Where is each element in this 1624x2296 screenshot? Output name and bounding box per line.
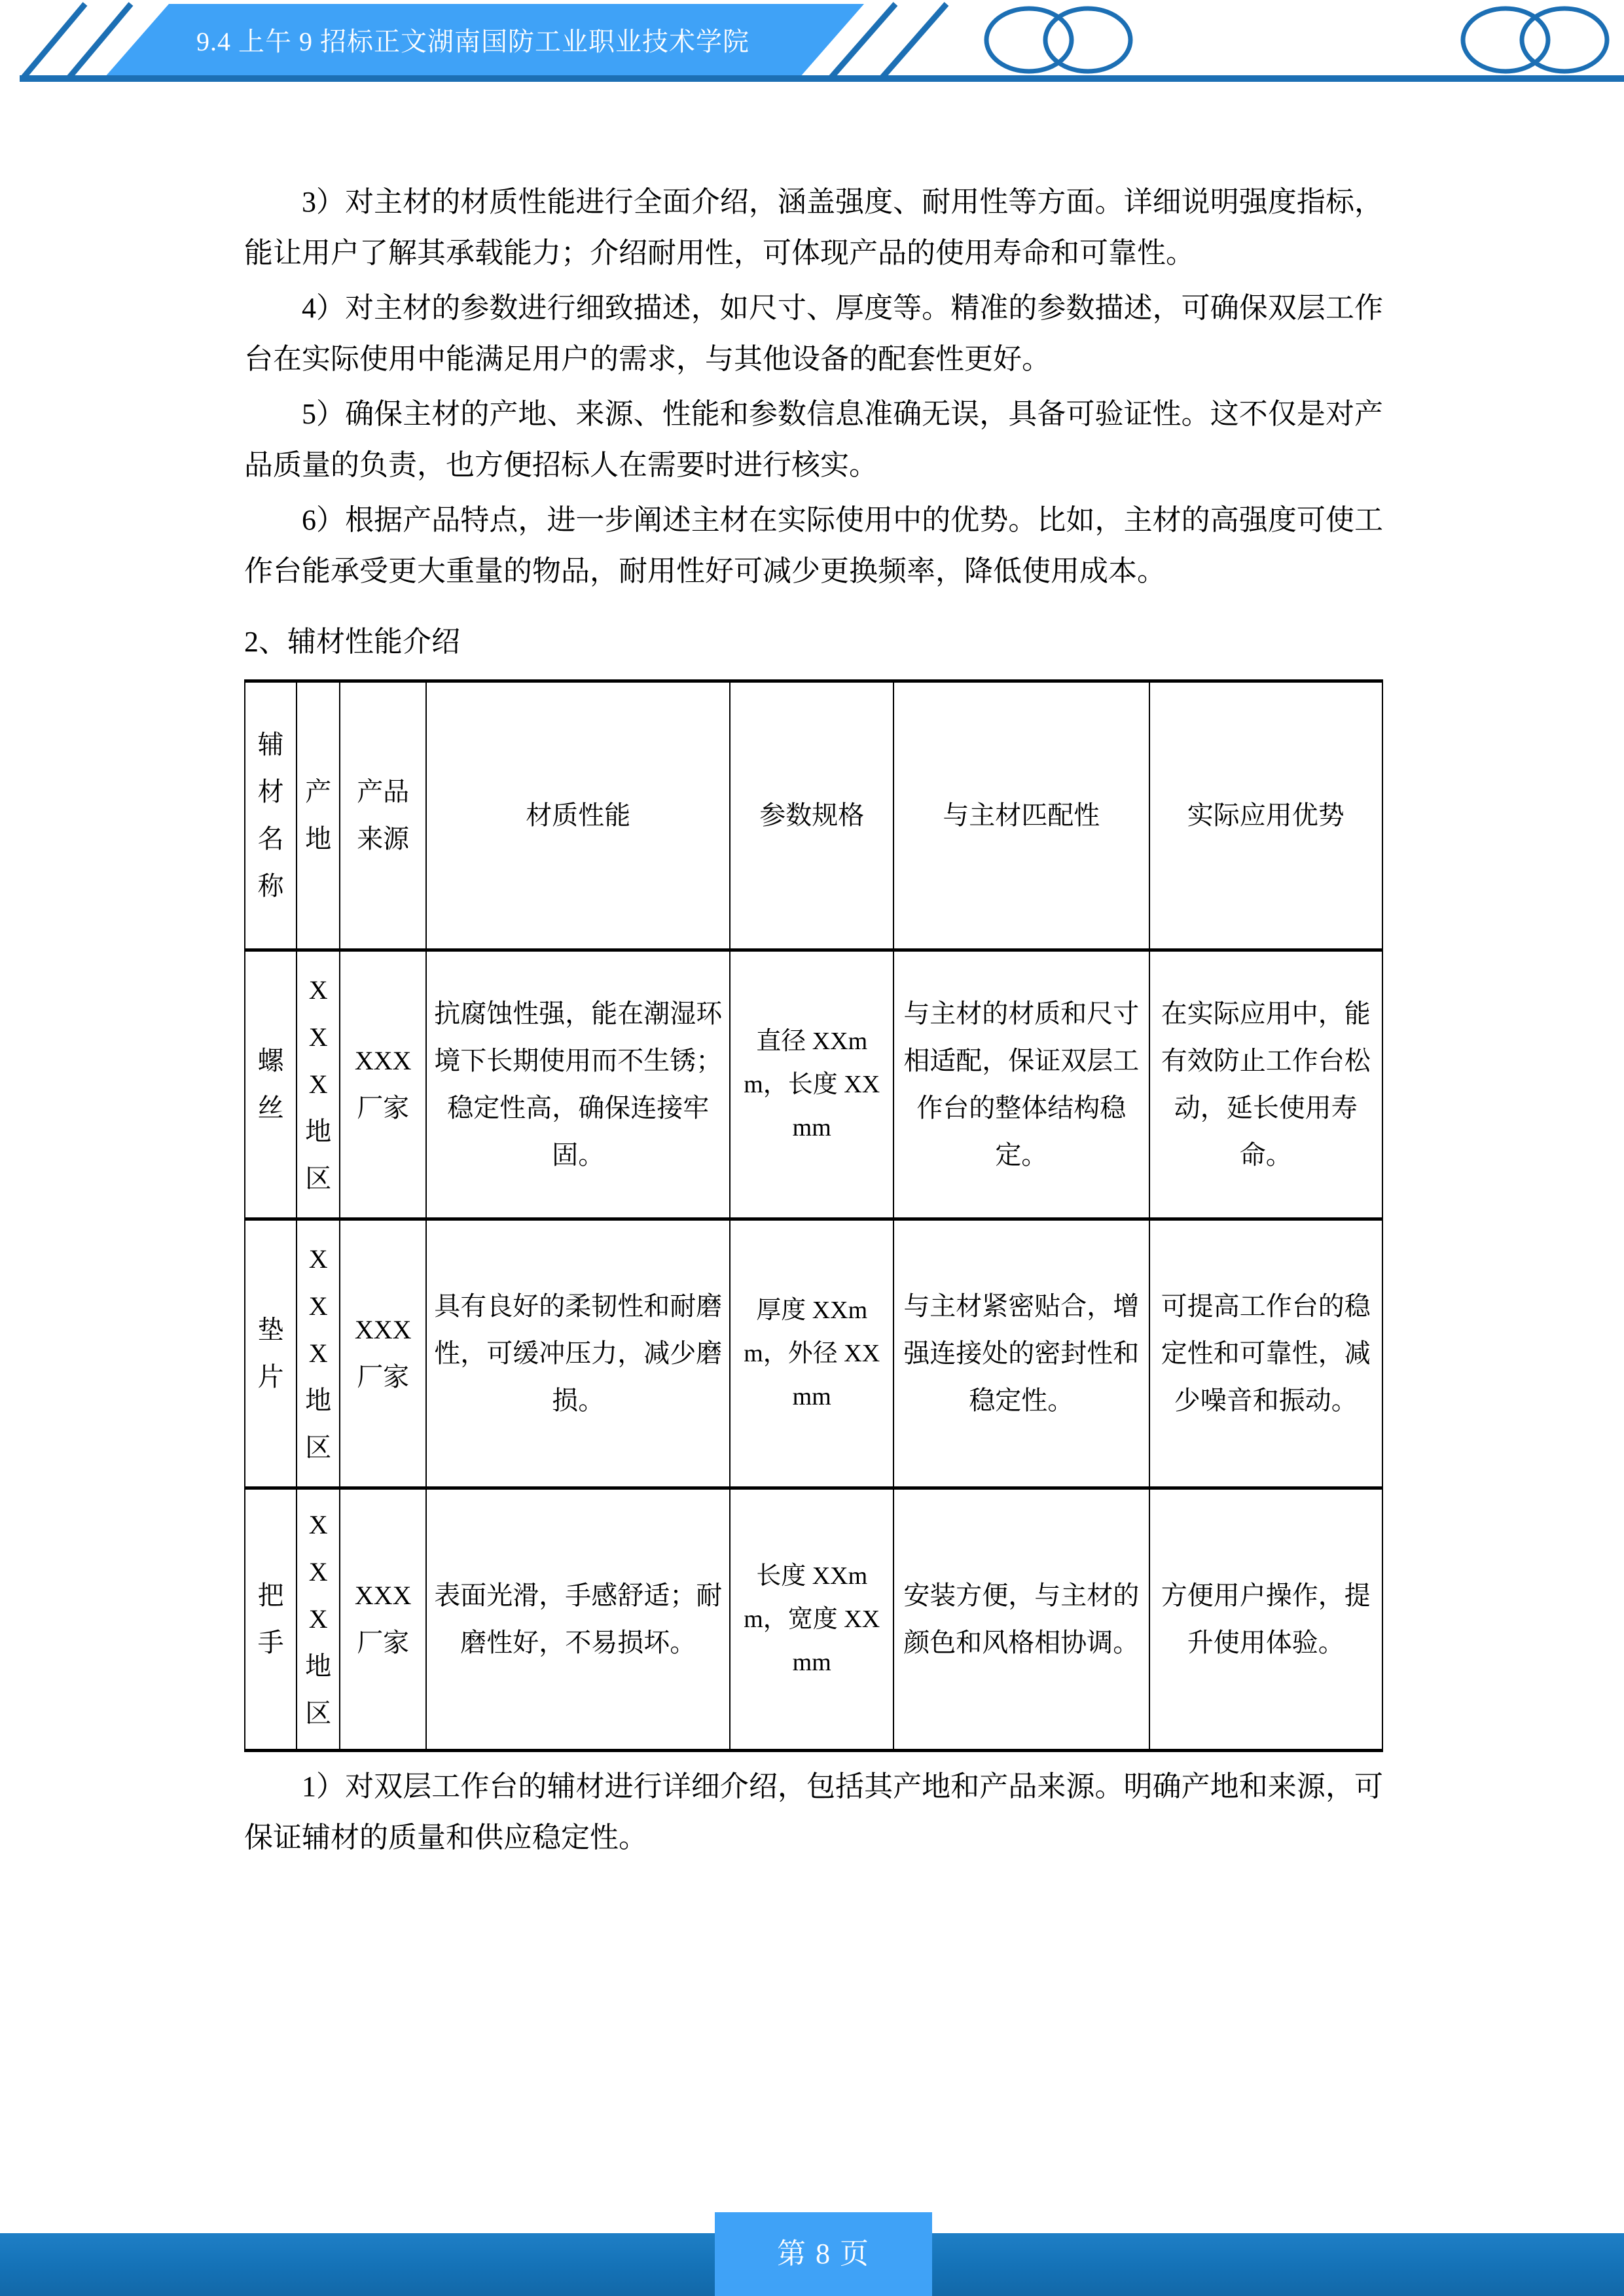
column-header-origin: 产地 — [297, 681, 340, 950]
cell-match: 安装方便，与主材的颜色和风格相协调。 — [893, 1488, 1149, 1751]
table-row — [245, 1219, 1382, 1488]
cell-origin: XXX地区 — [297, 1219, 340, 1488]
cell-material: 抗腐蚀性强，能在潮湿环境下长期使用而不生锈；稳定性高，确保连接牢固。 — [426, 950, 730, 1219]
page-footer — [0, 2212, 1624, 2296]
cell-name: 垫片 — [245, 1219, 297, 1488]
table-row — [245, 1488, 1382, 1751]
cell-source: XXX厂家 — [340, 950, 426, 1219]
auxiliary-material-table — [244, 679, 1383, 1752]
cell-spec: 直径 XXmm，长度 XXmm — [730, 950, 893, 1219]
paragraph-4: 4）对主材的参数进行细致描述，如尺寸、厚度等。精准的参数描述，可确保双层工作台在实际使用中能满足用户的需求，与其他设备的配套性更好。 — [244, 292, 1383, 375]
cell-material: 具有良好的柔韧性和耐磨性，可缓冲压力，减少磨损。 — [426, 1219, 730, 1488]
column-header-name: 辅材名称 — [245, 681, 297, 950]
paragraph-6: 6）根据产品特点，进一步阐述主材在实际使用中的优势。比如，主材的高强度可使工作台能承受更大重量的物品，耐用性好可减少更换频率，降低使用成本。 — [244, 504, 1383, 587]
paragraph-5: 5）确保主材的产地、来源、性能和参数信息准确无误，具备可验证性。这不仅是对产品质量的负责，也方便招标人在需要时进行核实。 — [244, 398, 1383, 481]
table-row — [245, 950, 1382, 1219]
column-header-material: 材质性能 — [426, 681, 730, 950]
document-content — [244, 177, 1383, 1867]
interlocking-rings-icon — [986, 9, 1130, 71]
section-heading: 2、辅材性能介绍 — [244, 626, 460, 658]
column-header-source: 产品来源 — [340, 681, 426, 950]
cell-origin: XXX地区 — [297, 1488, 340, 1751]
table-header-row — [245, 681, 1382, 950]
column-header-advantage: 实际应用优势 — [1149, 681, 1382, 950]
cell-advantage: 方便用户操作，提升使用体验。 — [1149, 1488, 1382, 1751]
paragraph-3: 3）对主材的材质性能进行全面介绍，涵盖强度、耐用性等方面。详细说明强度指标，能让用户了解其承载能力；介绍耐用性，可体现产品的使用寿命和可靠性。 — [244, 186, 1383, 269]
cell-source: XXX厂家 — [340, 1219, 426, 1488]
cell-advantage: 可提高工作台的稳定性和可靠性，减少噪音和振动。 — [1149, 1219, 1382, 1488]
cell-match: 与主材紧密贴合，增强连接处的密封性和稳定性。 — [893, 1219, 1149, 1488]
cell-advantage: 在实际应用中，能有效防止工作台松动，延长使用寿命。 — [1149, 950, 1382, 1219]
cell-source: XXX厂家 — [340, 1488, 426, 1751]
cell-spec: 厚度 XXmm，外径 XXmm — [730, 1219, 893, 1488]
interlocking-rings-icon — [1463, 9, 1607, 71]
cell-origin: XXX地区 — [297, 950, 340, 1219]
page-header — [0, 0, 1624, 85]
cell-material: 表面光滑，手感舒适；耐磨性好，不易损坏。 — [426, 1488, 730, 1751]
page-number: 第 8 页 — [777, 2238, 870, 2270]
cell-match: 与主材的材质和尺寸相适配，保证双层工作台的整体结构稳定。 — [893, 950, 1149, 1219]
closing-paragraph-1: 1）对双层工作台的辅材进行详细介绍，包括其产地和产品来源。明确产地和来源，可保证辅材的质量和供应稳定性。 — [244, 1770, 1383, 1854]
cell-name: 螺丝 — [245, 950, 297, 1219]
header-title: 9.4 上午 9 招标正文湖南国防工业职业技术学院 — [196, 27, 749, 56]
cell-name: 把手 — [245, 1488, 297, 1751]
column-header-spec: 参数规格 — [730, 681, 893, 950]
cell-spec: 长度 XXmm，宽度 XXmm — [730, 1488, 893, 1751]
column-header-match: 与主材匹配性 — [893, 681, 1149, 950]
